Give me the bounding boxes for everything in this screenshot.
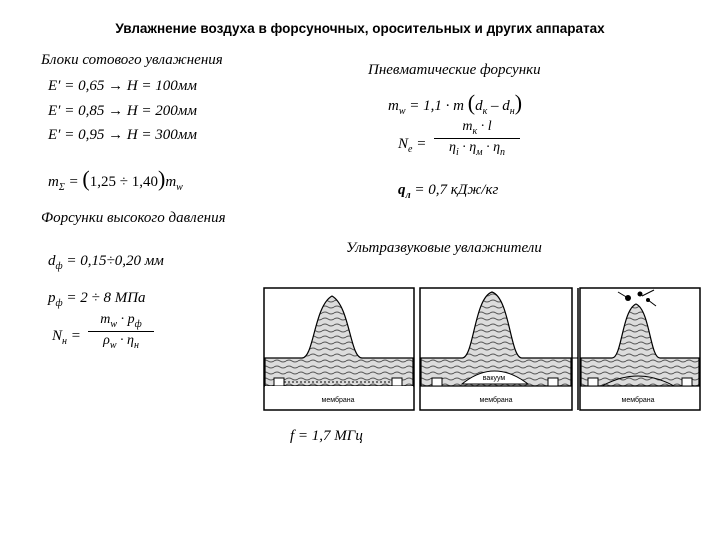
honeycomb-row-3: E′ = 0,95 → H = 300мм <box>48 127 197 143</box>
nozzle-power-lhs: $N_н$ = <box>52 328 81 347</box>
membrane-label-2: мембрана <box>479 397 513 404</box>
ultrasonic-diagram <box>262 286 580 414</box>
pneumatic-power-fraction: $m_к \cdot l$ $\eta_i \cdot \eta_м \cdot \eta_п$ <box>434 119 520 158</box>
honeycomb-heading: Блоки сотового увлажнения <box>41 52 223 68</box>
pneumatic-power-lhs: $N_e$ = <box>398 136 427 155</box>
ultrasonic-frequency: f = 1,7 МГц <box>290 428 363 444</box>
honeycomb-row-2: E′ = 0,85 → H = 200мм <box>48 103 197 119</box>
membrane-label-1: мембрана <box>321 397 355 404</box>
vacuum-label: вакуум <box>482 375 506 382</box>
page-title: Увлажнение воздуха в форсуночных, оросительных и других аппаратах <box>115 21 605 36</box>
high-pressure-heading: Форсунки высокого давления <box>41 210 226 226</box>
mass-sum-formula: $m_\Sigma = (1,25 \div 1,40)m_w$ <box>48 166 183 193</box>
honeycomb-row-1: E′ = 0,65 → H = 100мм <box>48 78 197 94</box>
nozzle-diameter: $d_ф = 0,15\div 0,20$ мм <box>48 253 164 272</box>
ultrasonic-heading: Ультразвуковые увлажнители <box>346 240 542 256</box>
latent-heat: $q_л = 0,7$ кДж/кг <box>398 182 499 201</box>
ultrasonic-panel-2 <box>420 288 572 410</box>
membrane-label-3: мембрана <box>621 397 655 404</box>
nozzle-pressure: $p_ф = 2 \div 8$ МПа <box>48 290 146 309</box>
pneumatic-water-formula: $m_w = 1,1 \cdot m$ $(d_к - d_н)$ <box>388 90 523 117</box>
pneumatic-heading: Пневматические форсунки <box>368 62 541 78</box>
nozzle-power-fraction: $m_w \cdot p_ф$ $\rho_w \cdot \eta_н$ <box>88 312 154 351</box>
ultrasonic-panel-1 <box>264 288 414 410</box>
ultrasonic-panel-3-drawing <box>578 286 704 414</box>
